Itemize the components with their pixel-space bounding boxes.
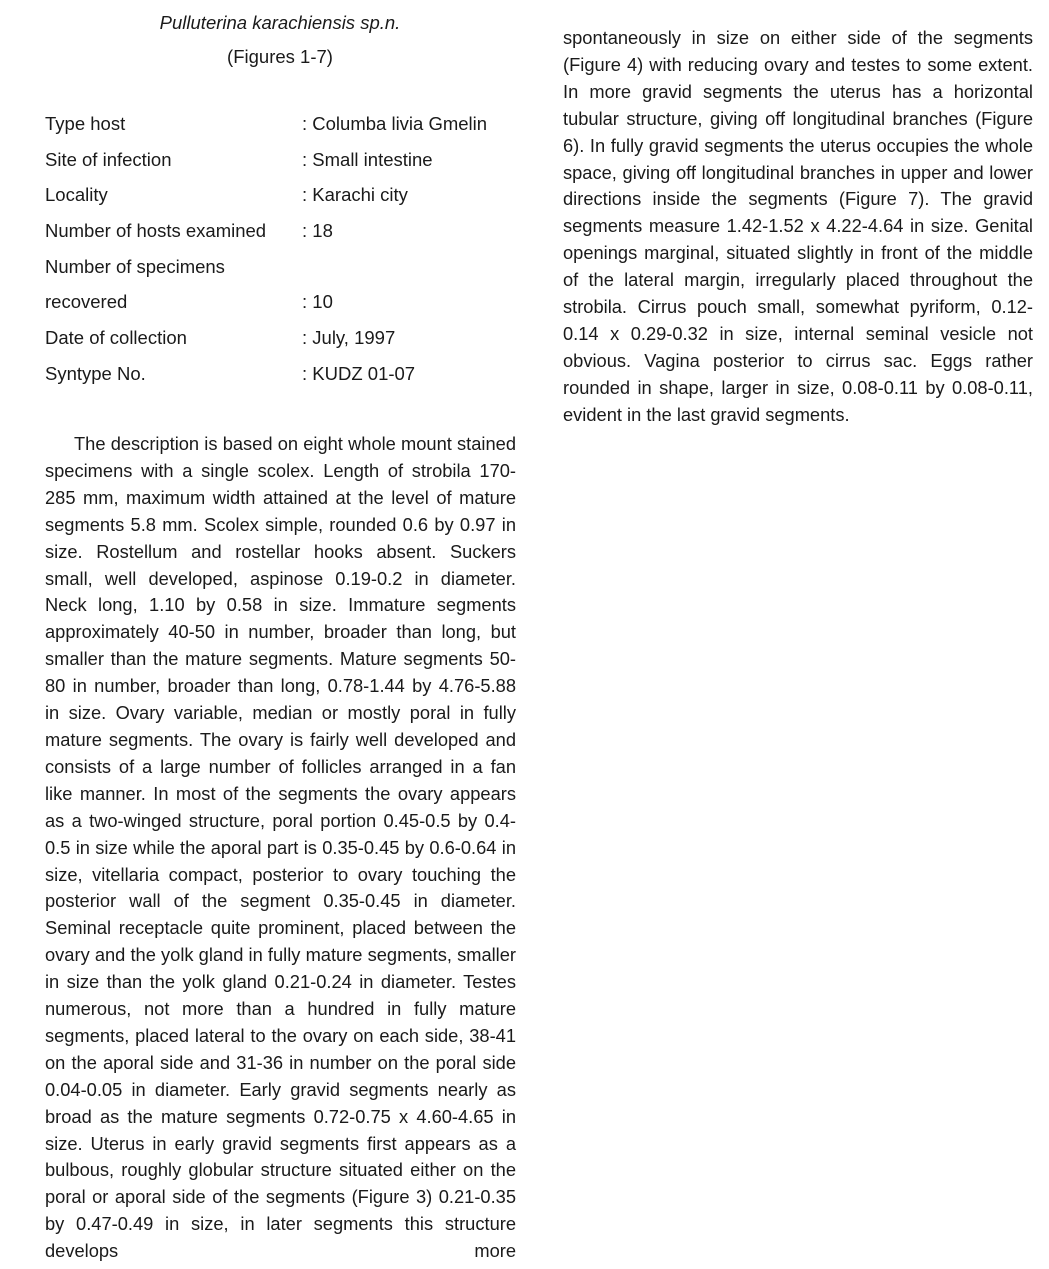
metadata-label: Number of specimens bbox=[45, 255, 225, 277]
metadata-label: Number of hosts examined bbox=[45, 219, 267, 241]
metadata-value: : Small intestine bbox=[302, 148, 433, 170]
metadata-row bbox=[45, 249, 487, 285]
specimen-metadata-table bbox=[45, 106, 487, 392]
species-title: Pulluterina karachiensis sp.n. bbox=[159, 12, 401, 33]
metadata-label: Type host bbox=[45, 112, 126, 134]
metadata-value: : July, 1997 bbox=[302, 326, 396, 348]
metadata-value: : Columba livia Gmelin bbox=[302, 112, 488, 134]
metadata-row bbox=[45, 177, 487, 213]
metadata-label: Site of infection bbox=[45, 148, 172, 170]
metadata-value: : KUDZ 01-07 bbox=[302, 362, 416, 384]
metadata-label: Syntype No. bbox=[45, 362, 146, 384]
metadata-value: : 18 bbox=[302, 219, 333, 241]
metadata-row bbox=[45, 213, 487, 249]
metadata-row bbox=[45, 356, 487, 392]
figures-reference: (Figures 1-7) bbox=[227, 46, 333, 67]
metadata-label: Locality bbox=[45, 184, 108, 206]
description-column-right bbox=[563, 25, 1033, 429]
description-column-left bbox=[45, 431, 516, 1265]
metadata-label: recovered bbox=[45, 291, 128, 313]
species-heading bbox=[45, 6, 515, 74]
metadata-value: : Karachi city bbox=[302, 184, 408, 206]
metadata-label: Date of collection bbox=[45, 326, 187, 348]
metadata-row bbox=[45, 320, 487, 356]
metadata-row bbox=[45, 106, 487, 142]
metadata-row bbox=[45, 284, 487, 320]
metadata-row bbox=[45, 142, 487, 178]
metadata-value bbox=[300, 249, 487, 285]
metadata-value: : 10 bbox=[302, 291, 333, 313]
description-paragraph-continued: spontaneously in size on either side of the segments (Figure 4) with reducing ovary and testes to some extent. In more gravid segments the uterus has a horizontal tubular structure, giving off longitudinal branches (Figure 6). In fully gravid segments the uterus occupies the whole space, giving off longitudinal branches in upper and lower directions inside the segments (Figure 7). The gravid segments measure 1.42-1.52 x 4.22-4.64 in size. Genital openings marginal, situated slightly in front of the middle of the lateral margin, irregularly placed throughout the strobila. Cirrus pouch small, somewhat pyriform, 0.12-0.14 x 0.29-0.32 in size, internal seminal vesicle not obvious. Vagina posterior to cirrus sac. Eggs rather rounded in shape, larger in size, 0.08-0.11 by 0.08-0.11, evident in the last gravid segments. bbox=[563, 27, 1033, 425]
description-paragraph: The description is based on eight whole mount stained specimens with a single scolex. Length of strobila 170-285 mm, maximum width attained at the level of mature segments 5.8 mm. Scolex simple, rounded 0.6 by 0.97 in size. Rostellum and rostellar hooks absent. Suckers small, well developed, aspinose 0.19-0.2 in diameter. Neck long, 1.10 by 0.58 in size. Immature segments approximately 40-50 in number, broader than long, but smaller than the mature segments. Mature segments 50-80 in number, broader than long, 0.78-1.44 by 4.76-5.88 in size. Ovary variable, median or mostly poral in fully mature segments. The ovary is fairly well developed and consists of a large number of follicles arranged in a fan like manner. In most of the segments the ovary appears as a two-winged structure, poral portion 0.45-0.5 by 0.4-0.5 in size while the aporal part is 0.35-0.45 by 0.6-0.64 in size, vitellaria compact, posterior to ovary touching the posterior wall of the segment 0.35-0.45 in diameter. Seminal receptacle quite prominent, placed between the ovary and the yolk gland in fully mature segments, smaller in size than the yolk gland 0.21-0.24 in diameter. Testes numerous, not more than a hundred in fully mature segments, placed lateral to the ovary on each side, 38-41 on the aporal side and 31-36 in number on the poral side 0.04-0.05 in diameter. Early gravid segments nearly as broad as the mature segments 0.72-0.75 x 4.60-4.65 in size. Uterus in early gravid segments first appears as a bulbous, roughly globular structure situated either on the poral or aporal side of the segments (Figure 3) 0.21-0.35 by 0.47-0.49 in size, in later segments this structure develops more bbox=[45, 433, 516, 1262]
